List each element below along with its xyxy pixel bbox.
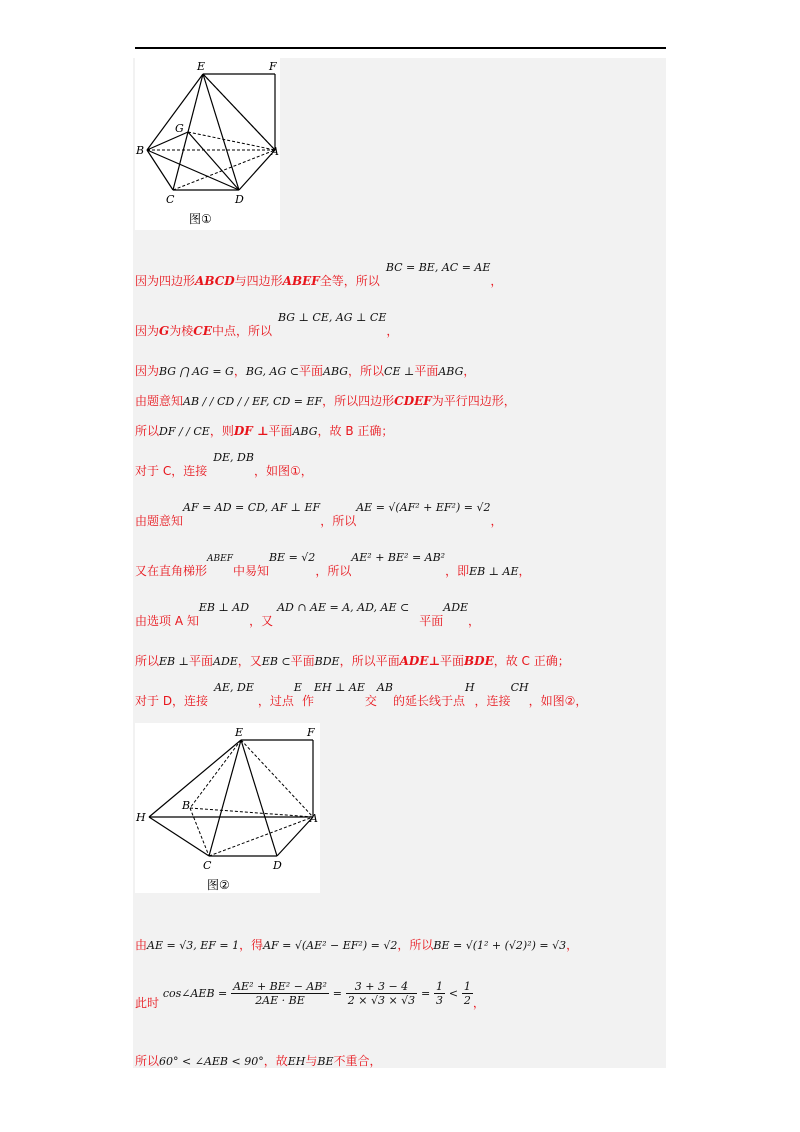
fig1-label-E: E	[197, 60, 206, 73]
formula: BE = √2	[268, 551, 316, 564]
text: 平面	[419, 614, 444, 628]
fig1-label-D: D	[235, 193, 244, 206]
formula: 60° < ∠AEB < 90°	[159, 1055, 264, 1068]
text: ，	[490, 274, 503, 288]
solution-line-8	[135, 551, 531, 579]
text: ，则	[209, 424, 234, 438]
top-rule	[135, 47, 666, 49]
formula: EB ⊥ AD	[198, 601, 250, 614]
formula: EB ⊂	[261, 655, 291, 668]
formula: AE² + BE² = AB²	[351, 551, 446, 564]
fraction-2	[346, 980, 417, 1007]
text: ，故 C 正确；	[493, 654, 570, 668]
solution-line-9	[135, 601, 481, 629]
formula: E	[293, 681, 302, 694]
solution-line-12	[135, 936, 578, 953]
text: 所以	[135, 1054, 160, 1068]
solution-line-3	[135, 362, 475, 379]
text: 全等，所以	[319, 274, 380, 288]
text: 又在直角梯形	[135, 564, 208, 578]
fraction-3	[434, 980, 445, 1007]
solution-line-1	[135, 261, 503, 289]
fig2-label-D: D	[273, 859, 282, 872]
text: ，过点	[257, 694, 294, 708]
text: ，故 B 正确；	[317, 424, 394, 438]
text: 所以	[135, 654, 160, 668]
figure-1	[135, 58, 280, 230]
text: 由	[135, 938, 148, 952]
formula: AE = √3, EF = 1	[147, 939, 240, 952]
formula: CH	[510, 681, 529, 694]
solution-line-6	[135, 451, 313, 479]
fig1-label-F: F	[269, 60, 277, 73]
solution-line-13	[135, 980, 485, 1010]
fig1-caption: 图①	[189, 212, 212, 226]
formula: CE ⊥	[384, 365, 415, 378]
solution-line-5	[135, 422, 393, 439]
fig1-label-B: B	[136, 144, 145, 157]
text: ，	[463, 364, 476, 378]
text: ，如图①，	[253, 464, 313, 478]
text: 由选项 A 知	[135, 614, 199, 628]
text: ABEF	[282, 274, 320, 288]
formula: ABG	[323, 365, 349, 378]
formula: BC = BE, AC = AE	[385, 261, 491, 274]
formula: EB ⊥ AE	[469, 565, 519, 578]
fig1-label-A: A	[271, 145, 279, 158]
text: 对于 D，连接	[135, 694, 209, 708]
formula: EH ⊥ AE	[313, 681, 365, 694]
text: ，又	[249, 614, 274, 628]
formula: ADE	[213, 655, 238, 668]
text: ，故	[263, 1054, 288, 1068]
text: 与四边形	[234, 274, 283, 288]
text: 为平行四边形，	[431, 394, 516, 408]
figure-2-diagram	[135, 723, 320, 893]
denominator: 2 × √3 × √3	[347, 994, 416, 1007]
formula: EB ⊥	[159, 655, 189, 668]
text: ，即	[445, 564, 470, 578]
formula: ADE	[443, 601, 469, 614]
formula: AB	[376, 681, 393, 694]
formula: BG ⊥ CE, AG ⊥ CE	[278, 311, 387, 324]
numerator: 1	[436, 980, 444, 993]
formula: BE	[317, 1055, 334, 1068]
text: 此时	[135, 996, 160, 1010]
formula: ABG	[292, 425, 318, 438]
fig2-label-C: C	[203, 859, 212, 872]
formula: BG, AG ⊂	[245, 365, 299, 378]
text: G	[159, 324, 170, 338]
text: 对于 C，连接	[135, 464, 208, 478]
text: ，	[490, 514, 503, 528]
text: 平面	[440, 654, 465, 668]
solution-line-14	[135, 1052, 382, 1069]
fig2-label-E: E	[235, 726, 244, 739]
formula: ABEF	[207, 554, 233, 564]
numerator: AE² + BE² − AB²	[233, 980, 327, 993]
text: 所以	[135, 424, 160, 438]
text: ，所以四边形	[322, 394, 395, 408]
formula: BG ⋂ AG = G	[159, 365, 234, 378]
text: DF ⊥	[233, 424, 269, 438]
text: 平面	[414, 364, 439, 378]
text: 由题意知	[135, 514, 184, 528]
formula: cos∠AEB =	[162, 987, 228, 1000]
text: ，连接	[474, 694, 511, 708]
text: 作	[301, 694, 314, 708]
text: 由题意知	[135, 394, 184, 408]
formula: AD ∩ AE = A, AD, AE ⊂	[277, 601, 410, 614]
text: ABCD	[195, 274, 235, 288]
text: BDE	[464, 654, 494, 668]
text: ，又	[237, 654, 262, 668]
solution-line-11	[135, 681, 588, 709]
text: ，所以	[315, 564, 352, 578]
text: 因为	[135, 324, 160, 338]
formula: AF = AD = CD, AF ⊥ EF	[183, 501, 321, 514]
fig1-label-G: G	[175, 122, 184, 135]
formula: AE, DE	[214, 681, 254, 694]
solution-line-7	[135, 501, 503, 529]
formula: BE = √(1² + (√2)²) = √3	[433, 939, 567, 952]
fig2-label-H: H	[136, 811, 146, 824]
formula: EH	[287, 1055, 306, 1068]
text: 因为	[135, 364, 160, 378]
text: 中易知	[232, 564, 269, 578]
denominator: 2AE · BE	[255, 994, 305, 1007]
fig2-label-F: F	[307, 726, 315, 739]
text: 的延长线于点	[392, 694, 465, 708]
figure-1-diagram	[135, 58, 280, 230]
fig1-label-C: C	[166, 193, 175, 206]
solution-line-10	[135, 652, 570, 669]
formula: =	[421, 987, 431, 1000]
formula: DF / / CE	[159, 425, 210, 438]
text: ，所以	[397, 938, 434, 952]
text: 平面	[298, 364, 323, 378]
fig2-label-A: A	[310, 812, 318, 825]
text: 因为四边形	[135, 274, 196, 288]
numerator: 3 + 3 − 4	[346, 980, 417, 994]
text: 交	[364, 694, 377, 708]
text: ADE⊥	[399, 654, 440, 668]
text: 平面	[268, 424, 293, 438]
text: ，得	[239, 938, 264, 952]
fraction-1	[231, 980, 329, 1007]
fraction-4	[462, 980, 473, 1007]
formula: H	[464, 681, 475, 694]
text: ，	[518, 564, 531, 578]
text: ，	[386, 324, 399, 338]
text: ，所以	[320, 514, 357, 528]
solution-line-4	[135, 392, 516, 409]
text: ，	[566, 938, 579, 952]
text: ，	[472, 996, 485, 1010]
formula: DE, DB	[213, 451, 254, 464]
fig2-label-B: B	[182, 799, 191, 812]
denominator: 2	[463, 994, 471, 1007]
formula: ABG	[438, 365, 464, 378]
fig2-caption: 图②	[207, 878, 230, 892]
denominator: 3	[436, 994, 444, 1007]
numerator: 1	[463, 980, 471, 993]
text: 中点，所以	[211, 324, 272, 338]
formula: =	[332, 987, 342, 1000]
text: ，	[233, 364, 246, 378]
text: ，所以平面	[339, 654, 400, 668]
text: ，	[468, 614, 481, 628]
text: ，如图②，	[528, 694, 588, 708]
formula: AF = √(AE² − EF²) = √2	[263, 939, 398, 952]
text: ，所以	[348, 364, 385, 378]
text: CE	[193, 324, 212, 338]
text: 为棱	[169, 324, 194, 338]
text: 平面	[188, 654, 213, 668]
text: CDEF	[394, 394, 432, 408]
solution-line-2	[135, 311, 399, 339]
text: 平面	[290, 654, 315, 668]
formula: AE = √(AF² + EF²) = √2	[356, 501, 491, 514]
figure-2	[135, 723, 320, 893]
formula: BDE	[314, 655, 340, 668]
formula: <	[448, 987, 459, 1000]
text: 与	[305, 1054, 318, 1068]
formula: AB / / CD / / EF, CD = EF	[183, 395, 323, 408]
text: 不重合，	[333, 1054, 382, 1068]
